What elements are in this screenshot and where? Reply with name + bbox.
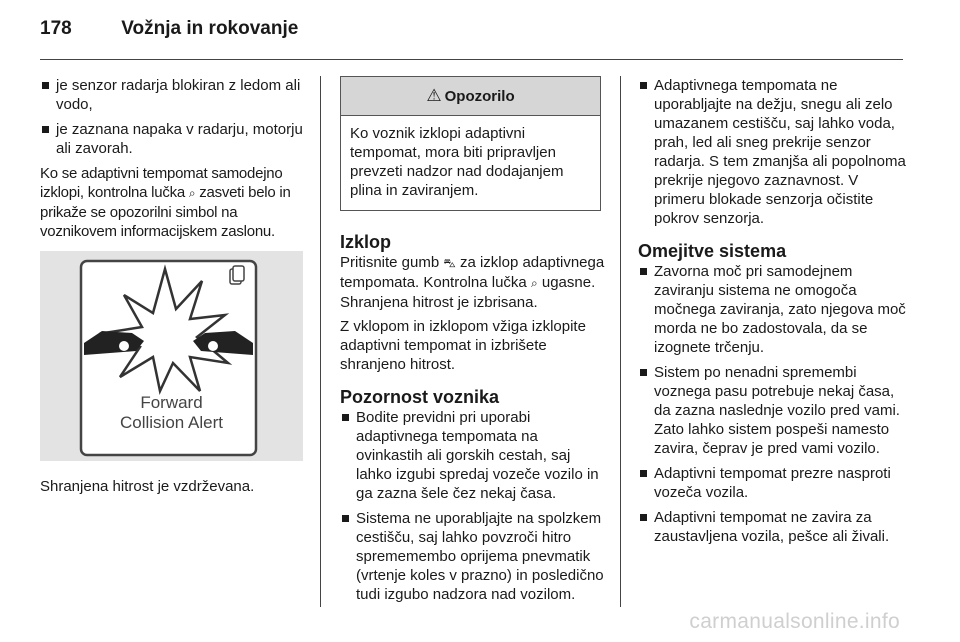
text-span: Ko se adaptivni tempomat samodejno izklopi, kontrolna lučka bbox=[40, 165, 283, 201]
fca-caption-line: Collision Alert bbox=[120, 413, 223, 432]
text-span: za izklop adaptivnega tempomata. Kontrolna lučka bbox=[340, 254, 605, 291]
fca-caption bbox=[40, 393, 303, 433]
cruise-lamp-icon: ⌕ bbox=[188, 186, 196, 200]
paragraph-izklop bbox=[340, 253, 606, 312]
text-span: Pritisnite gumb bbox=[340, 254, 440, 271]
list-item: Sistema ne uporabljajte na spolzkem cestišču, saj lahko povzroči hitro sprememembo oprijema pnevmatik (vrtenje koles v prazno) in posledično tudi izgubo nadzora nad vozilom. bbox=[340, 509, 606, 604]
list-item: Sistem po nenadni spremembi voznega pasu potrebuje nekaj časa, da zazna naslednje vozilo pred vami. Zato lahko sistem pospeši namesto zavira, čeprav je pred vami vozilo. bbox=[638, 363, 908, 458]
page-header bbox=[40, 18, 298, 40]
list-item: Adaptivni tempomat ne zavira za zaustavljena vozila, pešce ali živali. bbox=[638, 508, 908, 546]
column-1 bbox=[40, 76, 308, 501]
list-item: Adaptivnega tempomata ne uporabljajte na dežju, snegu ali zelo umazanem cestišču, saj lahko voda, prah, led ali sneg prekrije senzor radarja. S tem zmanjša ali popolnoma prekrije njegovo zaznavnost. V primeru blokade senzorja očistite pokrov senzorja. bbox=[638, 76, 908, 228]
warning-text: Ko voznik izklopi adaptivni tempomat, mora biti pripravljen prevzeti nadzor nad dodajanjem plina in zaviranjem. bbox=[350, 125, 564, 199]
list-item: je senzor radarja blokiran z ledom ali vodo, bbox=[40, 76, 308, 114]
paragraph-ignition: Z vklopom in izklopom vžiga izklopite adaptivni tempomat in izbrišete shranjeno hitrost. bbox=[340, 318, 586, 373]
column-3 bbox=[638, 76, 908, 552]
list-item: je zaznana napaka v radarju, motorju ali zavorah. bbox=[40, 120, 308, 158]
section-heading-pozornost: Pozornost voznika bbox=[340, 387, 500, 407]
header-rule bbox=[40, 59, 903, 60]
paragraph-auto-off bbox=[40, 164, 308, 241]
column-2 bbox=[340, 76, 606, 610]
list-item: Zavorna moč pri samodejnem zaviranju sistema ne omogoča močnega zaviranja, zato njegova moč morda ne bo zadostovala, da se izognete trčenju. bbox=[638, 262, 908, 357]
paragraph-closing: Shranjena hitrost je vzdrževana. bbox=[40, 478, 255, 495]
warning-box bbox=[340, 76, 601, 211]
cruise-button-icon: ⛍ bbox=[443, 256, 456, 270]
cruise-lamp-icon: ⌕ bbox=[530, 276, 538, 290]
page-number: 178 bbox=[40, 18, 72, 39]
column-divider bbox=[320, 76, 321, 607]
warning-title: Opozorilo bbox=[444, 87, 515, 105]
warning-header bbox=[341, 77, 600, 116]
list-item: Adaptivni tempomat prezre nasproti vozeča vozila. bbox=[638, 464, 908, 502]
section-heading-omejitve: Omejitve sistema bbox=[638, 241, 787, 261]
section-heading-izklop: Izklop bbox=[340, 232, 392, 252]
fca-caption-line: Forward bbox=[140, 393, 203, 412]
page-title: Vožnja in rokovanje bbox=[121, 18, 299, 39]
list-item: Bodite previdni pri uporabi adaptivnega tempomata na ovinkastih ali gorskih cestah, saj lahko izgubi spredaj vozeče vozilo in ga zazna šele čez nekaj časa. bbox=[340, 408, 606, 503]
text-span: zasveti belo in prikaže se opozorilni simbol na voznikovem informacijskem zaslonu. bbox=[40, 184, 291, 240]
watermark: carmanualsonline.info bbox=[689, 610, 900, 633]
forward-collision-alert-image bbox=[40, 251, 303, 461]
text-span: ugasne. Shranjena hitrost je izbrisana. bbox=[340, 274, 596, 311]
column-divider bbox=[620, 76, 621, 607]
warning-triangle-icon: ⚠ bbox=[426, 85, 442, 106]
